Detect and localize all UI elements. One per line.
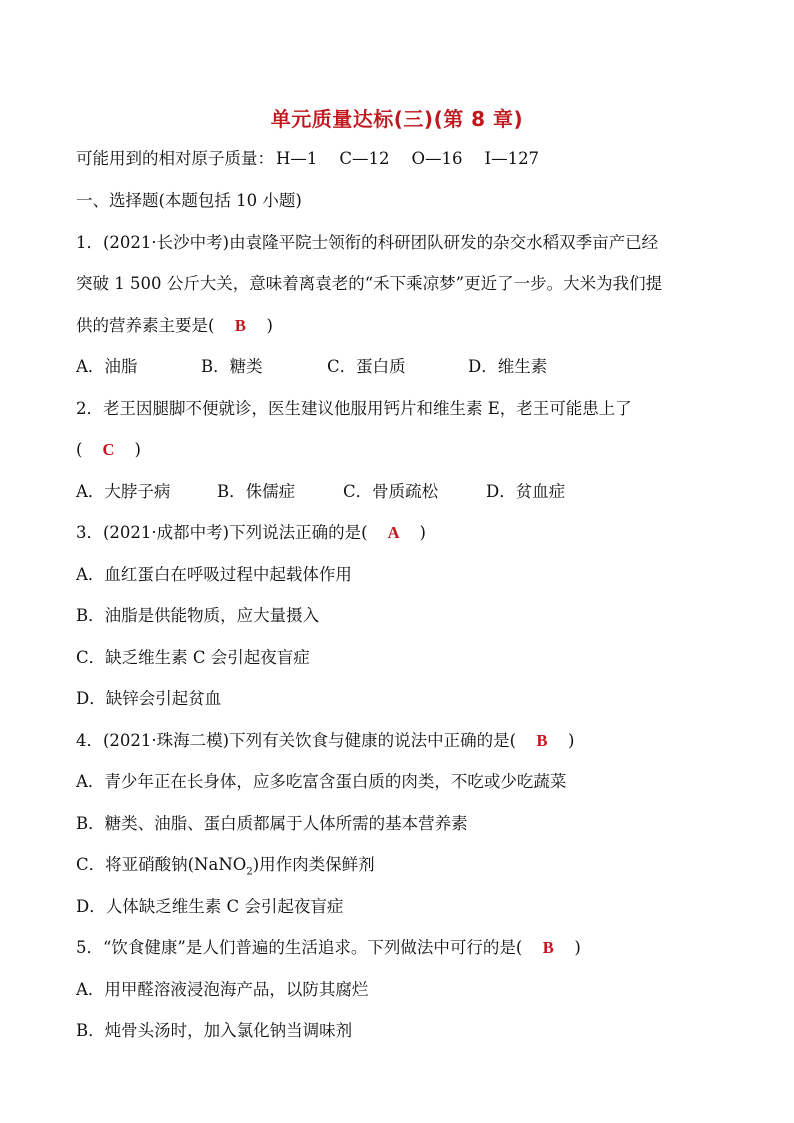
- atomic-masses-label: 可能用到的相对原子质量：: [76, 149, 274, 168]
- q1-stem-line-1: 1．(2021·长沙中考)由袁隆平院士领衔的科研团队研发的杂交水稻双季亩产已经: [76, 233, 659, 252]
- q3-option-b: B．油脂是供能物质，应大量摄入: [76, 606, 320, 625]
- q2-open-paren: (: [76, 440, 83, 459]
- q3-stem-line: [76, 522, 426, 544]
- q4-option-d: D．人体缺乏维生素 C 会引起夜盲症: [76, 897, 344, 916]
- q4-stem-line: [76, 730, 574, 752]
- q1-stem-text: 供的营养素主要是(: [76, 316, 215, 335]
- q5-stem-line: [76, 937, 581, 959]
- q4-option-c: [76, 854, 375, 883]
- section-heading: 一、选择题(本题包括 10 小题): [76, 191, 302, 210]
- q4-option-c-text: C．将亚硝酸钠(NaNO: [76, 855, 247, 874]
- q4-option-b: B．糖类、油脂、蛋白质都属于人体所需的基本营养素: [76, 814, 468, 833]
- q4-close-paren: ): [568, 731, 575, 750]
- q2-stem-line-2: [76, 439, 141, 461]
- q5-option-a: A．用甲醛溶液浸泡海产品，以防其腐烂: [76, 980, 369, 999]
- q2-option-d: D．贫血症: [486, 482, 566, 501]
- q2-option-a: A．大脖子病: [76, 482, 171, 501]
- q1-stem-line-3: [76, 315, 273, 337]
- q1-close-paren: ): [266, 316, 273, 335]
- q1-stem-line-2: 突破 1 500 公斤大关，意味着离袁老的“禾下乘凉梦”更近了一步。大米为我们提: [76, 274, 663, 293]
- atomic-mass-h: H—1: [276, 149, 318, 168]
- q1-options: [76, 356, 547, 378]
- q3-close-paren: ): [419, 523, 426, 542]
- q2-answer: C: [102, 440, 115, 459]
- q5-stem: 5．“饮食健康”是人们普遍的生活追求。下列做法中可行的是(: [76, 938, 523, 957]
- q1-option-c: C．蛋白质: [327, 357, 406, 376]
- q5-answer: B: [542, 938, 554, 957]
- q4-stem: 4．(2021·珠海二模)下列有关饮食与健康的说法中正确的是(: [76, 731, 517, 750]
- atomic-masses-line: [76, 148, 561, 170]
- q4-option-a: A．青少年正在长身体，应多吃富含蛋白质的肉类，不吃或少吃蔬菜: [76, 772, 567, 791]
- q1-option-a: A．油脂: [76, 357, 138, 376]
- q2-options: [76, 481, 565, 503]
- q3-stem: 3．(2021·成都中考)下列说法正确的是(: [76, 523, 368, 542]
- q5-option-b: B．炖骨头汤时，加入氯化钠当调味剂: [76, 1021, 353, 1040]
- q3-option-a: A．血红蛋白在呼吸过程中起载体作用: [76, 565, 352, 584]
- q5-close-paren: ): [574, 938, 581, 957]
- atomic-mass-i: I—127: [484, 149, 540, 168]
- q2-stem-line-1: 2．老王因腿脚不便就诊，医生建议他服用钙片和维生素 E，老王可能患上了: [76, 399, 632, 418]
- page-title: 单元质量达标(三)(第 8 章): [270, 107, 524, 131]
- q4-option-c-text-end: )用作肉类保鲜剂: [252, 855, 375, 874]
- q4-answer: B: [536, 731, 548, 750]
- atomic-mass-o: O—16: [411, 149, 463, 168]
- q4-option-c-subscript: 2: [246, 866, 253, 878]
- q1-option-b: B．糖类: [201, 357, 263, 376]
- q1-option-d: D．维生素: [468, 357, 548, 376]
- q3-option-d: D．缺锌会引起贫血: [76, 689, 222, 708]
- atomic-mass-c: C—12: [339, 149, 390, 168]
- q2-close-paren: ): [134, 440, 141, 459]
- q1-answer: B: [234, 316, 246, 335]
- q3-answer: A: [387, 523, 400, 542]
- q3-option-c: C．缺乏维生素 C 会引起夜盲症: [76, 648, 310, 667]
- q2-option-b: B．侏儒症: [217, 482, 296, 501]
- q2-option-c: C．骨质疏松: [343, 482, 439, 501]
